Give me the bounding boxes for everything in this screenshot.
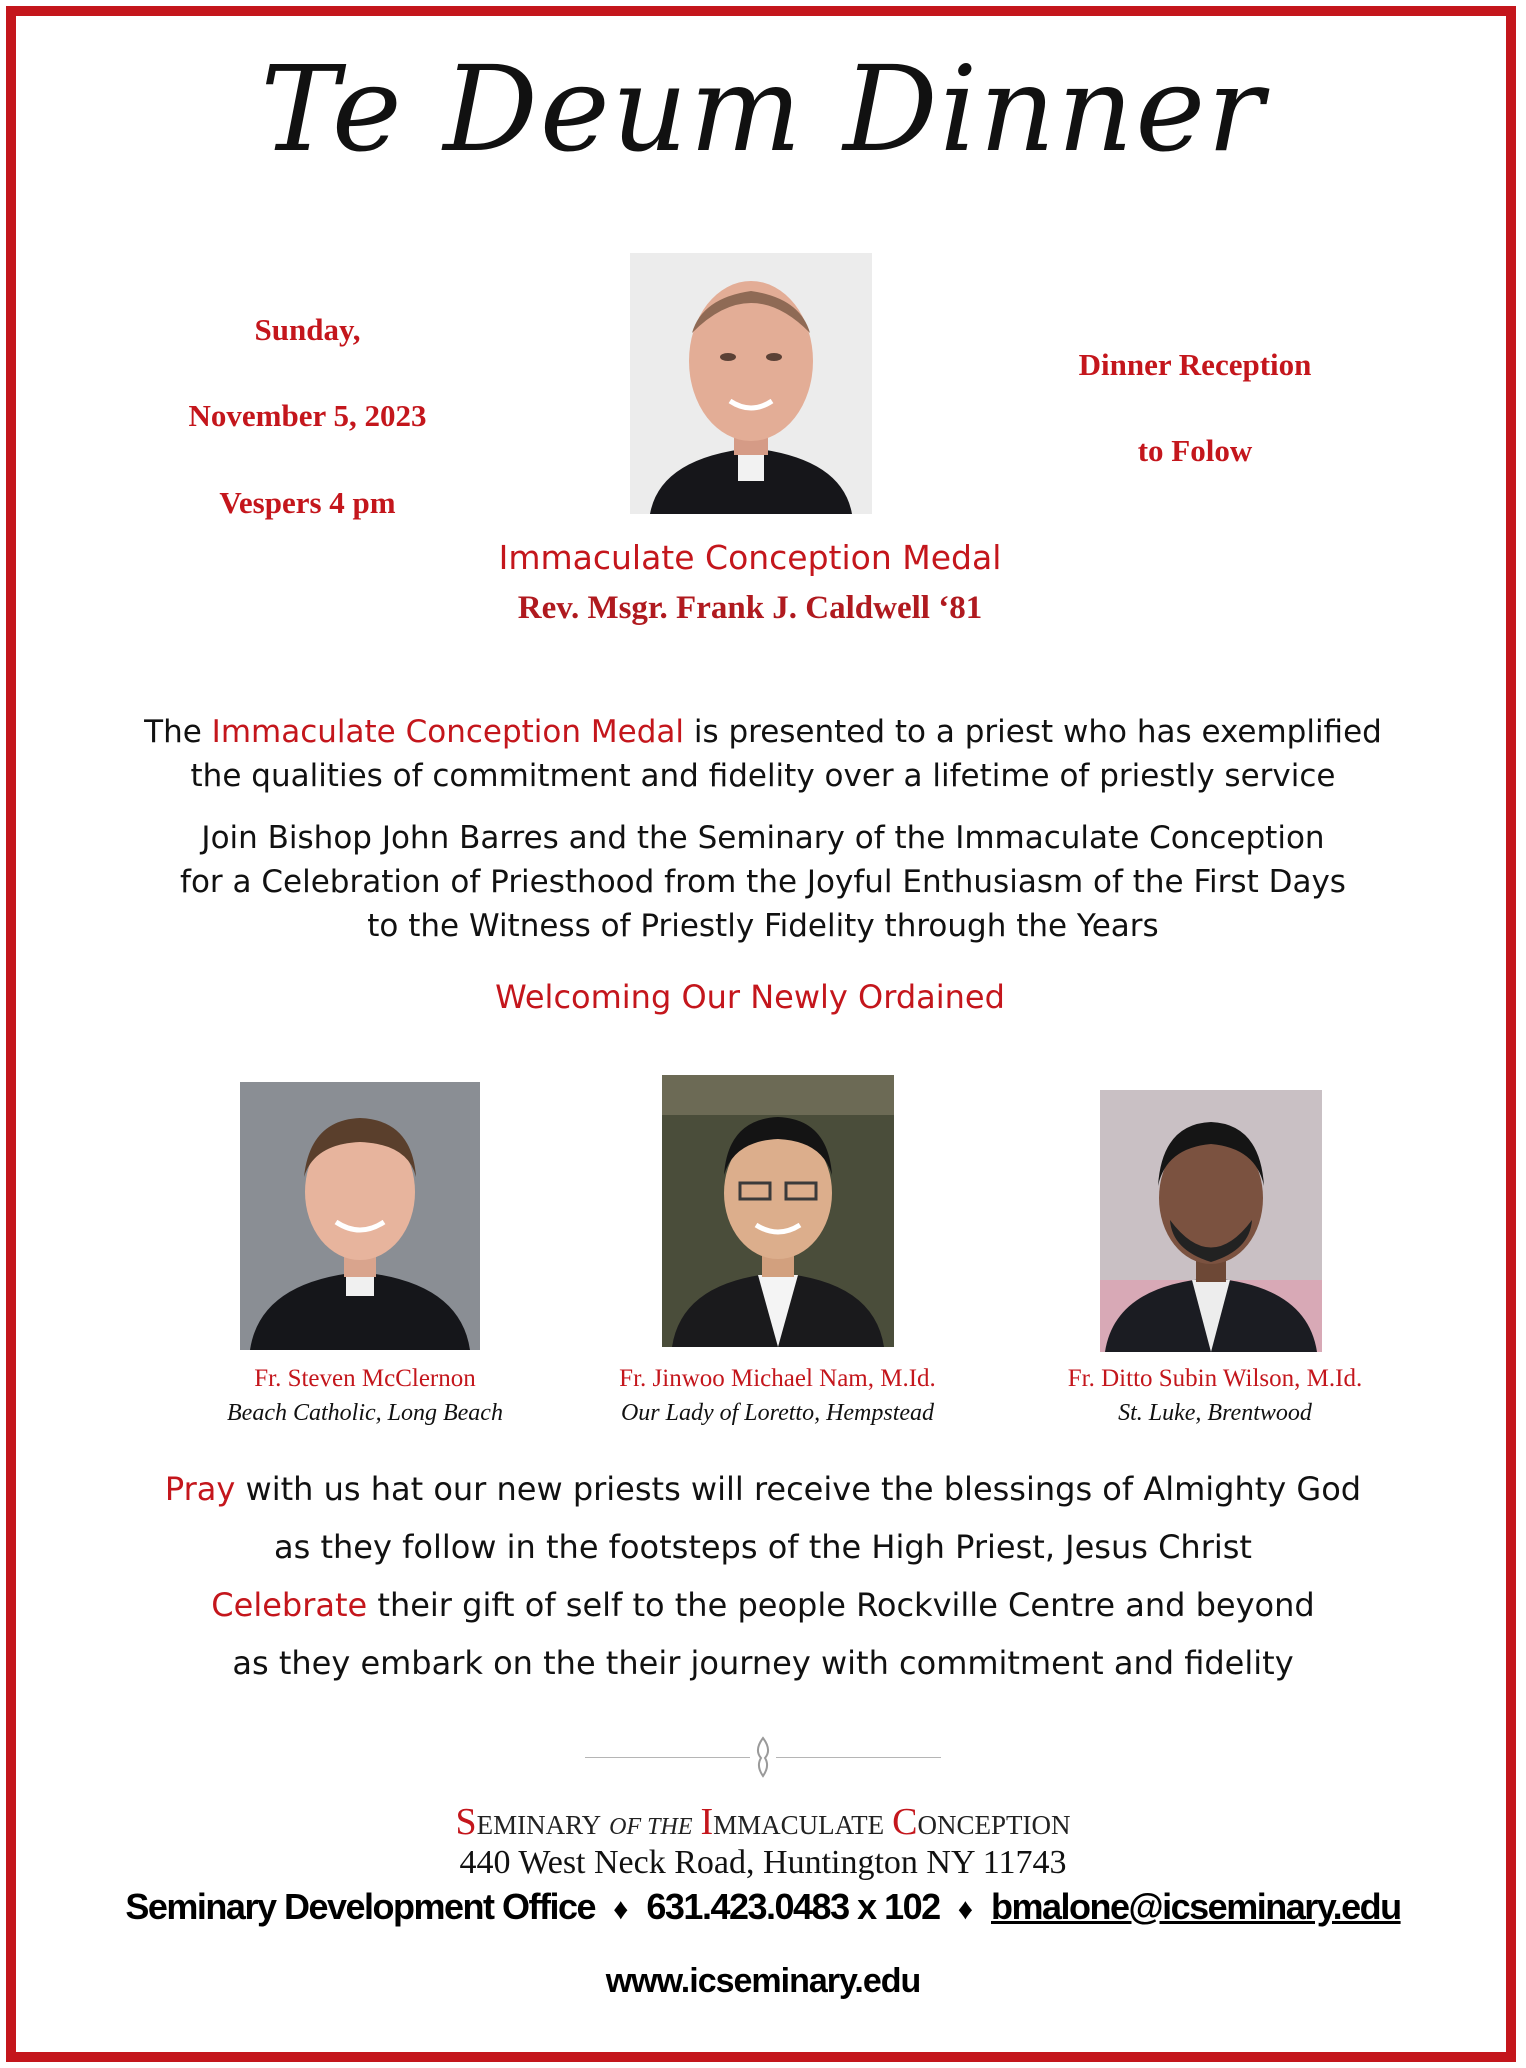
- prayer-line3: [60, 1576, 1466, 1634]
- honoree-medal: Immaculate Conception Medal: [498, 538, 1002, 577]
- prayer-line1: [60, 1460, 1466, 1518]
- intro-line2: the qualities of commitment and fidelity over a lifetime of priestly service: [190, 758, 1336, 794]
- reception-line2: to Folow: [1137, 433, 1253, 468]
- diamond-icon: ♦: [957, 1893, 973, 1926]
- pray-word: Pray: [164, 1470, 236, 1508]
- join-line1: Join Bishop John Barres and the Seminary of the Immaculate Conception: [201, 820, 1325, 856]
- seminary-name: [200, 1800, 1326, 1844]
- intro-line1: [60, 710, 1466, 754]
- event-day: Sunday,: [254, 312, 361, 347]
- join-paragraph: [60, 816, 1466, 948]
- seminary-address: 440 West Neck Road, Huntington NY 11743: [459, 1844, 1067, 1881]
- seminary-mmaculate: MMACULATE: [713, 1810, 885, 1840]
- website-link[interactable]: www.icseminary.edu: [605, 1962, 921, 2000]
- prayer-line4: as they embark on the their journey with commitment and fidelity: [232, 1644, 1294, 1682]
- prayer-paragraph: [60, 1460, 1466, 1692]
- intro-medal-name: Immaculate Conception Medal: [211, 714, 684, 750]
- honoree-photo: [630, 253, 872, 514]
- honoree-name: Rev. Msgr. Frank J. Caldwell ‘81: [517, 590, 983, 626]
- seminary-of-the: OF THE: [609, 1814, 693, 1840]
- prayer-line2: as they follow in the footsteps of the High Priest, Jesus Christ: [274, 1528, 1252, 1566]
- intro-line1-pre: The: [144, 714, 202, 750]
- event-date: November 5, 2023: [188, 398, 427, 433]
- seminary-eminary: EMINARY: [476, 1810, 602, 1840]
- priest-1-parish: Beach Catholic, Long Beach: [227, 1400, 503, 1426]
- divider-left-line: [585, 1757, 750, 1758]
- page-title: Te Deum Dinner: [260, 40, 1266, 178]
- event-vespers: Vespers 4 pm: [219, 485, 396, 520]
- contact-line: [100, 1886, 1426, 1928]
- celebrate-word: Celebrate: [211, 1586, 368, 1624]
- join-line3: to the Witness of Priestly Fidelity through the Years: [367, 908, 1159, 944]
- development-office: Seminary Development Office: [125, 1886, 596, 1927]
- seminary-c: C: [892, 1801, 918, 1843]
- seminary-i: I: [700, 1801, 714, 1843]
- prayer-line3-rest: their gift of self to the people Rockville Centre and beyond: [377, 1586, 1315, 1624]
- intro-paragraph: [60, 710, 1466, 798]
- reception-line1: Dinner Reception: [1078, 347, 1312, 382]
- priest-photo-3: [1100, 1090, 1322, 1352]
- priest-3-name: Fr. Ditto Subin Wilson, M.Id.: [1067, 1365, 1363, 1392]
- divider-right-line: [776, 1757, 941, 1758]
- priest-1-name: Fr. Steven McClernon: [254, 1365, 476, 1392]
- join-line2: for a Celebration of Priesthood from the Joyful Enthusiasm of the First Days: [180, 864, 1346, 900]
- priest-2-parish: Our Lady of Loretto, Hempstead: [620, 1400, 935, 1426]
- intro-line1-post: is presented to a priest who has exemplified: [693, 714, 1382, 750]
- diamond-icon: ♦: [613, 1893, 629, 1926]
- priest-2-name: Fr. Jinwoo Michael Nam, M.Id.: [619, 1365, 936, 1392]
- email-link[interactable]: bmalone@icseminary.edu: [991, 1886, 1401, 1927]
- priest-photo-2: [662, 1075, 894, 1347]
- phone-number: 631.423.0483 x 102: [646, 1886, 940, 1927]
- welcome-heading: Welcoming Our Newly Ordained: [495, 978, 1005, 1016]
- seminary-s: S: [455, 1801, 477, 1843]
- seminary-onception: ONCEPTION: [917, 1810, 1071, 1840]
- prayer-line1-rest: with us hat our new priests will receive the blessings of Almighty God: [245, 1470, 1362, 1508]
- priest-3-parish: St. Luke, Brentwood: [1118, 1400, 1312, 1426]
- flame-divider-icon: [750, 1736, 776, 1778]
- priest-photo-1: [240, 1082, 480, 1350]
